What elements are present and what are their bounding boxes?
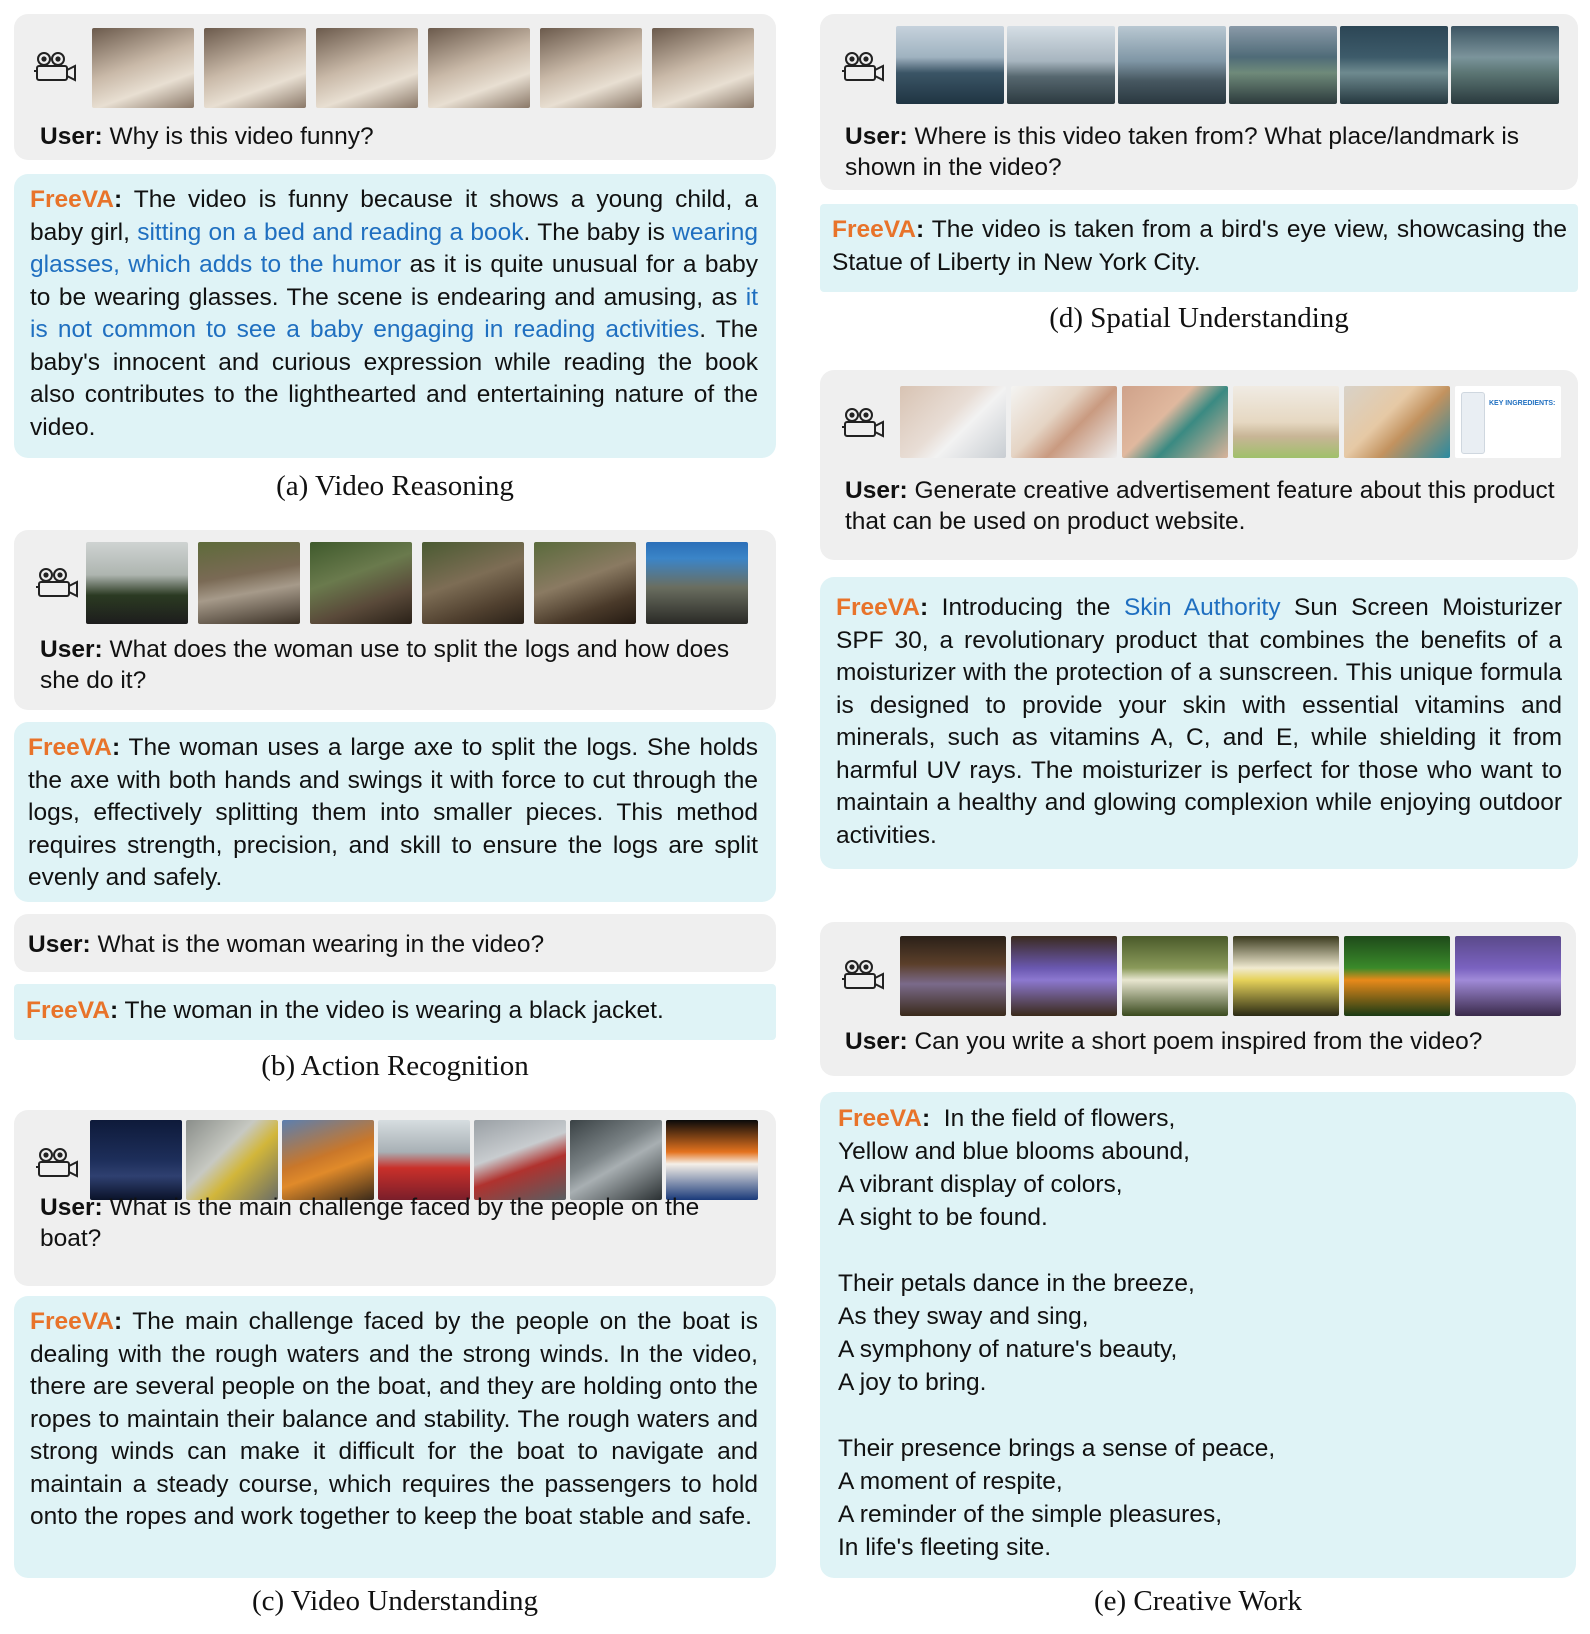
video-frame xyxy=(422,542,524,624)
video-camera-icon xyxy=(36,566,80,600)
brand-colon: : xyxy=(109,997,119,1024)
question-text: Can you write a short poem inspired from the video? xyxy=(914,1028,1483,1055)
poem-line: A joy to bring. xyxy=(838,1369,987,1396)
answer-text-e1 xyxy=(836,592,1562,852)
answer-text-c xyxy=(30,1306,758,1534)
video-frame xyxy=(378,1120,470,1200)
caption-b: (b) Action Recognition xyxy=(261,1050,529,1082)
answer-text-a xyxy=(30,184,758,444)
user-label: User: xyxy=(28,931,91,958)
video-frame xyxy=(1451,26,1559,104)
video-frame xyxy=(652,28,754,108)
poem-line xyxy=(838,1399,1558,1432)
user-label: User: xyxy=(845,477,908,504)
brand-colon: : xyxy=(111,734,121,761)
video-frame xyxy=(1122,936,1228,1016)
video-frame xyxy=(86,542,188,624)
video-frame xyxy=(900,936,1006,1016)
brand-colon: : xyxy=(915,216,925,243)
brand-colon: : xyxy=(921,1105,931,1132)
caption-a: (a) Video Reasoning xyxy=(276,470,514,502)
poem-line: A sight to be found. xyxy=(838,1204,1048,1231)
answer-text: The woman in the video is wearing a black jacket. xyxy=(118,997,664,1024)
answer-text-d xyxy=(832,214,1567,279)
video-frames-d xyxy=(896,26,1559,104)
video-frames-e1 xyxy=(900,386,1561,458)
video-frames-e2 xyxy=(900,936,1561,1016)
video-frame xyxy=(310,542,412,624)
question-text: Where is this video taken from? What place/landmark is shown in the video? xyxy=(845,123,1520,181)
video-frame xyxy=(1011,386,1117,458)
answer-text-b xyxy=(28,732,758,895)
answer-text: The woman uses a large axe to split the logs. She holds the axe with both hands and swings it with force to cut through the logs, effectively splitting them into smaller pieces. This method requires strength, precision, and skill to ensure the logs are split evenly and safely. xyxy=(28,734,758,891)
brand-name: FreeVA xyxy=(838,1105,922,1132)
poem-line: Their presence brings a sense of peace, xyxy=(838,1435,1276,1462)
poem-line: Their petals dance in the breeze, xyxy=(838,1270,1195,1297)
video-frame xyxy=(1455,386,1561,458)
video-frame xyxy=(570,1120,662,1200)
answer-text: as it is quite unusual for a baby to be wearing glasses. The scene is endearing and amusing, as xyxy=(30,251,758,311)
video-frame xyxy=(1229,26,1337,104)
video-frame xyxy=(316,28,418,108)
caption-d: (d) Spatial Understanding xyxy=(1049,302,1349,334)
video-frame xyxy=(1007,26,1115,104)
user-label: User: xyxy=(40,123,103,150)
highlighted-text: Skin Authority xyxy=(1123,594,1281,621)
answer-text: Introducing the xyxy=(928,594,1124,621)
answer-text: The video is taken from a bird's eye view, showcasing the Statue of Liberty in New York City. xyxy=(832,216,1567,276)
video-frame xyxy=(1233,936,1339,1016)
question-text: Why is this video funny? xyxy=(109,123,374,150)
question-text: What is the woman wearing in the video? xyxy=(97,931,545,958)
brand-name: FreeVA xyxy=(832,216,916,243)
poem-line: A moment of respite, xyxy=(838,1468,1063,1495)
video-frame xyxy=(1340,26,1448,104)
user-label: User: xyxy=(40,636,103,663)
video-frame xyxy=(282,1120,374,1200)
video-frame xyxy=(540,28,642,108)
video-frame xyxy=(1122,386,1228,458)
video-frame xyxy=(1011,936,1117,1016)
user-question-b2 xyxy=(28,929,758,960)
video-camera-icon xyxy=(34,50,78,84)
caption-c: (c) Video Understanding xyxy=(251,1585,539,1617)
poem-line: A reminder of the simple pleasures, xyxy=(838,1501,1223,1528)
video-frame xyxy=(1118,26,1226,104)
video-frame xyxy=(198,542,300,624)
user-label: User: xyxy=(845,1028,908,1055)
answer-text: The main challenge faced by the people on the boat is dealing with the rough waters and the strong winds. In the video, there are several people on the boat, and they are holding onto the ropes to maintain their balance and stability. The rough waters and strong winds can make it difficult for the boat to navigate and maintain a steady course, which requires the passengers to hold onto the ropes and work together to keep the boat stable and safe. xyxy=(30,1308,758,1530)
video-frames-b xyxy=(86,542,748,624)
poem-line: In the field of flowers, xyxy=(943,1105,1176,1132)
highlighted-text: it is not common to see a baby engaging in reading activities xyxy=(30,283,758,343)
answer-text-b2 xyxy=(26,995,766,1028)
video-frame xyxy=(900,386,1006,458)
question-text: What does the woman use to split the logs and how does she do it? xyxy=(40,636,730,694)
brand-name: FreeVA xyxy=(30,186,114,213)
poem-line xyxy=(838,1234,1558,1267)
question-text: What is the main challenge faced by the people on the boat? xyxy=(40,1194,700,1252)
highlighted-text: wearing glasses, which adds to the humor xyxy=(30,218,759,278)
video-camera-icon xyxy=(842,958,886,992)
user-question-c xyxy=(40,1192,765,1254)
brand-name: FreeVA xyxy=(30,1308,114,1335)
caption-e: (e) Creative Work xyxy=(1093,1585,1303,1617)
video-frame xyxy=(534,542,636,624)
video-frame xyxy=(666,1120,758,1200)
poem-first-line xyxy=(838,1102,1558,1135)
answer-text: The video is funny because it shows a young child, a baby girl, xyxy=(30,186,758,246)
video-camera-icon xyxy=(36,1146,80,1180)
poem-lines xyxy=(838,1135,1558,1564)
video-frame xyxy=(428,28,530,108)
user-label: User: xyxy=(845,123,908,150)
user-question-e1 xyxy=(845,475,1560,537)
video-frame xyxy=(1455,936,1561,1016)
video-frame xyxy=(896,26,1004,104)
video-frame xyxy=(204,28,306,108)
answer-text: . The baby is xyxy=(523,218,673,246)
video-camera-icon xyxy=(842,50,886,84)
brand-name: FreeVA xyxy=(836,594,920,621)
brand-name: FreeVA xyxy=(26,997,110,1024)
poem-line: As they sway and sing, xyxy=(838,1303,1089,1330)
brand-name: FreeVA xyxy=(28,734,112,761)
answer-text: Sun Screen Moisturizer SPF 30, a revolutionary product that combines the benefits of a moisturizer with the protection of a sunscreen. This unique formula is designed to provide your skin with essential vitamins and minerals, such as vitamins A, C, and E, while shielding it from harmful UV rays. The moisturizer is perfect for those who want to maintain a healthy and glowing complexion while enjoying outdoor activities. xyxy=(836,594,1563,849)
user-question-a xyxy=(40,121,760,152)
video-frame xyxy=(646,542,748,624)
video-frame xyxy=(1344,936,1450,1016)
brand-colon: : xyxy=(113,186,123,213)
video-camera-icon xyxy=(842,406,886,440)
video-frame xyxy=(92,28,194,108)
frame-caption: KEY INGREDIENTS: xyxy=(1489,400,1556,407)
user-question-d xyxy=(845,121,1565,183)
highlighted-text: sitting on a bed and reading a book xyxy=(137,218,524,246)
video-frames-a xyxy=(92,28,754,108)
answer-text: . The baby's innocent and curious expression while reading the book also contributes to the lighthearted and entertaining nature of the video. xyxy=(30,316,758,441)
poem-text xyxy=(838,1102,1558,1564)
video-frame xyxy=(1233,386,1339,458)
video-frame xyxy=(1344,386,1450,458)
user-question-b xyxy=(40,634,760,696)
user-label: User: xyxy=(40,1194,103,1221)
poem-line: Yellow and blue blooms abound, xyxy=(838,1138,1190,1165)
question-text: Generate creative advertisement feature about this product that can be used on product website. xyxy=(845,477,1555,535)
poem-line: A vibrant display of colors, xyxy=(838,1171,1123,1198)
video-frame xyxy=(474,1120,566,1200)
brand-colon: : xyxy=(113,1308,123,1335)
poem-line: A symphony of nature's beauty, xyxy=(838,1336,1178,1363)
brand-colon: : xyxy=(919,594,929,621)
poem-line: In life's fleeting site. xyxy=(838,1534,1052,1561)
video-frames-c xyxy=(90,1120,758,1200)
video-frame xyxy=(186,1120,278,1200)
video-frame xyxy=(90,1120,182,1200)
user-question-e2 xyxy=(845,1026,1560,1057)
